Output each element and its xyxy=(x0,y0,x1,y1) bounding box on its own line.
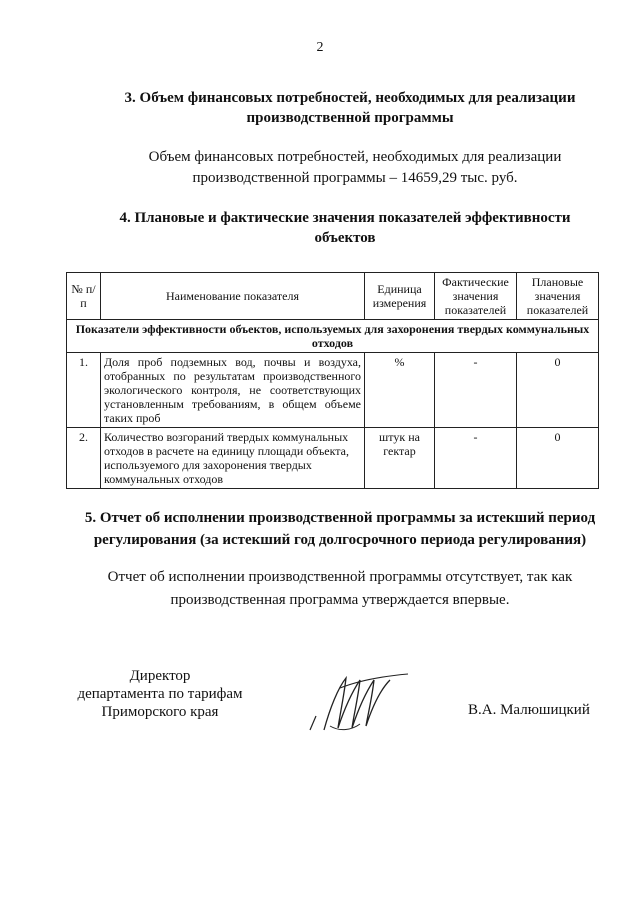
signatory-title-line-2: департамента по тарифам xyxy=(77,686,243,702)
page-number: 2 xyxy=(316,40,324,55)
table-header-row xyxy=(67,273,599,320)
table-row xyxy=(67,428,599,489)
row-plan: 0 xyxy=(517,353,599,428)
header-name: Наименование показателя xyxy=(101,273,365,320)
signatory-title-line-3: Приморского края xyxy=(101,704,219,720)
header-num: № п/п xyxy=(67,273,101,320)
section-4-heading: 4. Плановые и фактические значения показателей эффективности объектов xyxy=(119,210,571,246)
section-3-text: Объем финансовых потребностей, необходимых для реализации производственной программы – 14659,29 тыс. руб. xyxy=(148,149,562,186)
handwritten-signature xyxy=(300,668,420,738)
signatory-title-line-1: Директор xyxy=(129,668,191,684)
section-3-heading: 3. Объем финансовых потребностей, необходимых для реализации производственной программы xyxy=(124,90,576,126)
row-name: Количество возгораний твердых коммунальных отходов в расчете на единицу площади объекта, используемого для захоронения твердых коммунальных отходов xyxy=(101,428,365,489)
row-plan: 0 xyxy=(517,428,599,489)
row-fact: - xyxy=(435,428,517,489)
signatory-title xyxy=(70,667,250,721)
section-5-heading: 5. Отчет об исполнении производственной программы за истекший период регулирования (за истекший год долгосрочного периода регулирования) xyxy=(84,510,596,548)
row-name: Доля проб подземных вод, почвы и воздуха, отобранных по результатам производственного экологического контроля, не соответствующих установленным требованиям, в общем объеме таких проб xyxy=(101,353,365,428)
row-num: 1. xyxy=(67,353,101,428)
row-unit: штук на гектар xyxy=(365,428,435,489)
header-unit: Единица измерения xyxy=(365,273,435,320)
header-plan: Плановые значения показателей xyxy=(517,273,599,320)
header-fact: Фактические значения показателей xyxy=(435,273,517,320)
table-section-row xyxy=(67,320,599,353)
table-row xyxy=(67,353,599,428)
table-section-title: Показатели эффективности объектов, используемых для захоронения твердых коммунальных отходов xyxy=(67,320,599,353)
row-fact: - xyxy=(435,353,517,428)
row-unit: % xyxy=(365,353,435,428)
section-5-text: Отчет об исполнении производственной программы отсутствует, так как производственная программа утверждается впервые. xyxy=(107,569,573,608)
row-num: 2. xyxy=(67,428,101,489)
signatory-name: В.А. Малюшицкий xyxy=(468,702,590,718)
indicators-table xyxy=(66,272,599,489)
